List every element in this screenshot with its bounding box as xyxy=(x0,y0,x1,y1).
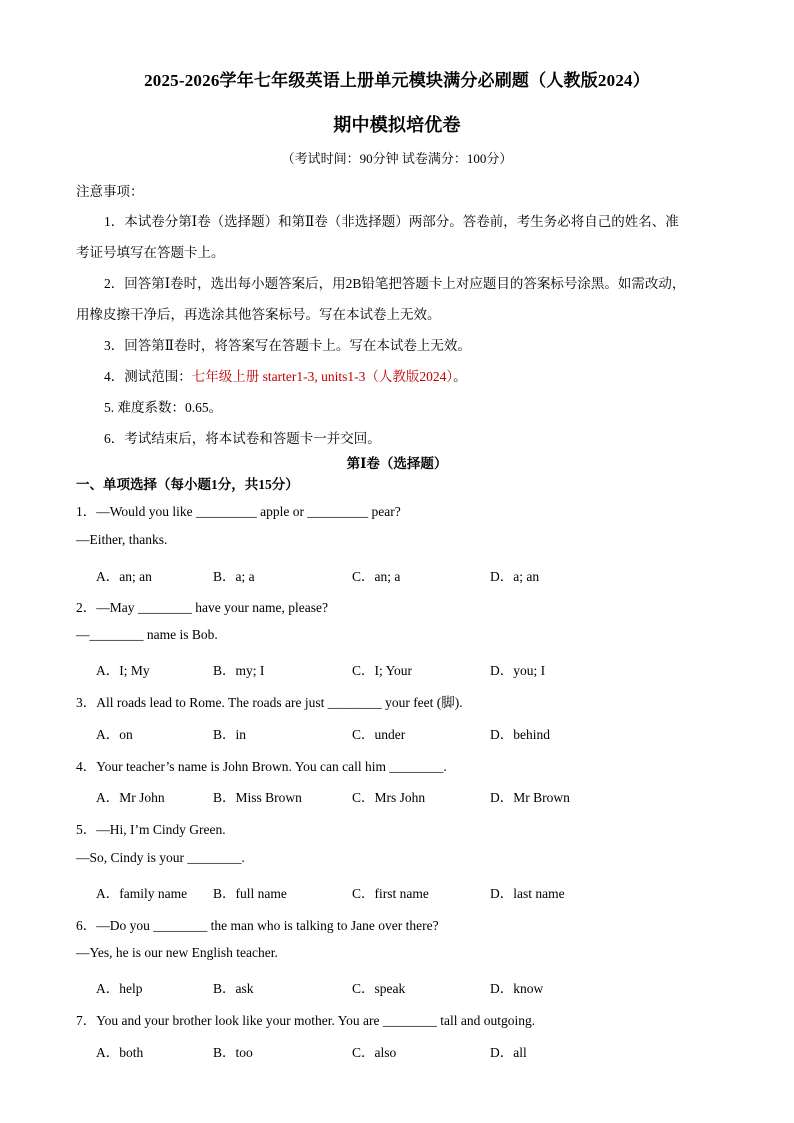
question-6-option-c: C．speak xyxy=(352,981,406,996)
note-1-line-1: 1．本试卷分第Ⅰ卷（选择题）和第Ⅱ卷（非选择题）两部分。答卷前，考生务必将自己的姓名、准 xyxy=(104,214,679,229)
question-1-option-a: A．an; an xyxy=(96,569,152,584)
question-5-option-b: B．full name xyxy=(213,886,287,901)
note-3: 3．回答第Ⅱ卷时，将答案写在答题卡上。写在本试卷上无效。 xyxy=(104,338,471,353)
question-5-option-d: D．last name xyxy=(490,886,565,901)
question-1-option-c: C．an; a xyxy=(352,569,401,584)
question-3-option-d: D．behind xyxy=(490,727,550,742)
question-2-option-c: C．I; Your xyxy=(352,663,413,678)
note-1-line-2: 考证号填写在答题卡上。 xyxy=(76,245,225,260)
question-3-option-b: B．in xyxy=(213,727,247,742)
part-title: 一、单项选择（每小题1分，共15分） xyxy=(76,477,299,492)
question-6-stem: 6．—Do you ________ the man who is talking to Jane over there? xyxy=(76,918,439,933)
question-1-option-b: B．a; a xyxy=(213,569,255,584)
question-2-option-a: A．I; My xyxy=(96,663,150,678)
question-2-stem: 2．—May ________ have your name, please? xyxy=(76,600,328,615)
note-2-line-1: 2．回答第Ⅰ卷时，选出每小题答案后，用2B铅笔把答题卡上对应题目的答案标号涂黑。如需改动， xyxy=(104,276,686,291)
question-6-option-b: B．ask xyxy=(213,981,254,996)
question-6-option-a: A．help xyxy=(96,981,143,996)
question-6-reply: —Yes, he is our new English teacher. xyxy=(76,945,278,960)
question-1-reply: —Either, thanks. xyxy=(76,532,168,547)
question-5-reply: —So, Cindy is your ________. xyxy=(76,850,245,865)
question-2-option-d: D．you; I xyxy=(490,663,546,678)
exam-title: 2025-2026学年七年级英语上册单元模块满分必刷题（人教版2024） xyxy=(144,71,650,90)
question-2-reply: —________ name is Bob. xyxy=(76,627,218,642)
question-5-option-a: A．family name xyxy=(96,886,188,901)
note-4-suffix: 。 xyxy=(453,369,467,384)
section-title: 第Ⅰ卷（选择题） xyxy=(346,456,448,471)
question-3-option-c: C．under xyxy=(352,727,406,742)
exam-subtitle: 期中模拟培优卷 xyxy=(333,115,461,135)
question-4-option-b: B．Miss Brown xyxy=(213,790,302,805)
question-6-option-d: D．know xyxy=(490,981,544,996)
question-4-stem: 4．Your teacher’s name is John Brown. You can call him ________. xyxy=(76,759,447,774)
question-4-option-c: C．Mrs John xyxy=(352,790,426,805)
note-5: 5. 难度系数：0.65。 xyxy=(104,400,223,415)
note-4 xyxy=(104,365,467,385)
question-7-stem: 7．You and your brother look like your mother. You are ________ tall and outgoing. xyxy=(76,1013,536,1028)
question-7-option-c: C．also xyxy=(352,1045,397,1060)
question-1-option-d: D．a; an xyxy=(490,569,540,584)
exam-info: （考试时间：90分钟 试卷满分：100分） xyxy=(281,151,513,166)
question-4-option-a: A．Mr John xyxy=(96,790,165,805)
notes-heading: 注意事项： xyxy=(76,184,144,199)
question-7-option-d: D．all xyxy=(490,1045,527,1060)
question-7-option-a: A．both xyxy=(96,1045,144,1060)
question-1-stem: 1．—Would you like _________ apple or _________ pear? xyxy=(76,504,401,519)
note-4-prefix: 4．测试范围： xyxy=(104,369,192,384)
question-5-stem: 5．—Hi, I’m Cindy Green. xyxy=(76,822,226,837)
question-3-stem: 3．All roads lead to Rome. The roads are just ________ your feet (脚). xyxy=(76,695,463,710)
question-5-option-c: C．first name xyxy=(352,886,429,901)
note-6: 6．考试结束后，将本试卷和答题卡一并交回。 xyxy=(104,431,381,446)
question-2-option-b: B．my; I xyxy=(213,663,265,678)
note-2-line-2: 用橡皮擦干净后，再选涂其他答案标号。写在本试卷上无效。 xyxy=(76,307,441,322)
test-range: 七年级上册 starter1-3, units1-3（人教版2024） xyxy=(191,369,454,384)
question-7-option-b: B．too xyxy=(213,1045,253,1060)
question-3-option-a: A．on xyxy=(96,727,133,742)
question-4-option-d: D．Mr Brown xyxy=(490,790,570,805)
